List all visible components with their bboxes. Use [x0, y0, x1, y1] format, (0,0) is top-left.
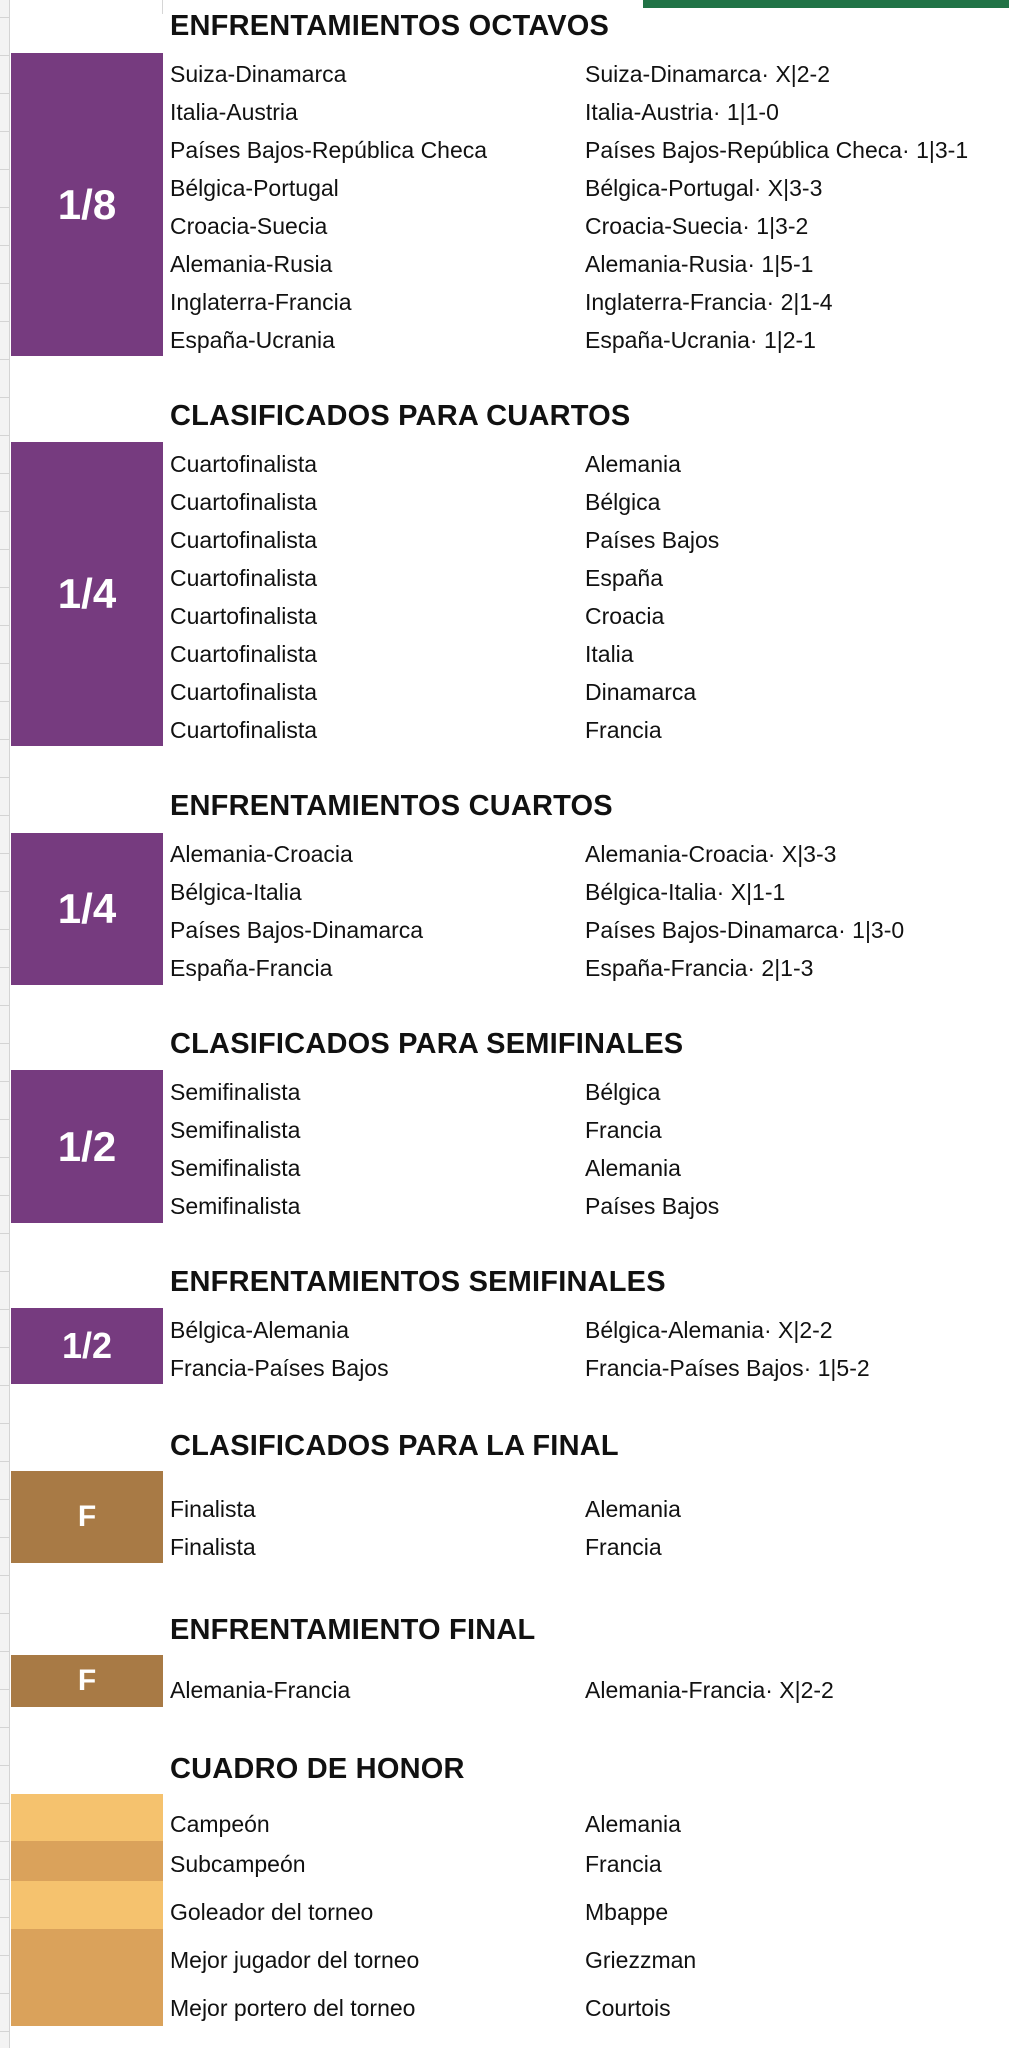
- match-cell[interactable]: Bélgica-Italia: [170, 879, 302, 905]
- team-cell[interactable]: Alemania: [585, 1155, 681, 1181]
- role-cell[interactable]: Semifinalista: [170, 1117, 301, 1143]
- result-cell[interactable]: Francia-Países Bajos· 1|5-2: [585, 1355, 870, 1381]
- honor-label[interactable]: Mejor portero del torneo: [170, 1995, 416, 2021]
- selected-column-accent: [643, 0, 1009, 8]
- role-cell[interactable]: Cuartofinalista: [170, 679, 318, 705]
- row-divider-tick: [0, 739, 9, 740]
- match-cell[interactable]: España-Francia: [170, 955, 333, 981]
- team-cell[interactable]: Francia: [585, 1117, 662, 1143]
- clas-final-badge[interactable]: F: [11, 1471, 163, 1563]
- row-divider-tick: [0, 701, 9, 702]
- result-cell[interactable]: Suiza-Dinamarca· X|2-2: [585, 61, 831, 87]
- role-cell[interactable]: Cuartofinalista: [170, 641, 318, 667]
- role-cell[interactable]: Finalista: [170, 1534, 256, 1560]
- row-divider-tick: [0, 1385, 9, 1386]
- row-divider-tick: [0, 853, 9, 854]
- role-cell[interactable]: Cuartofinalista: [170, 451, 318, 477]
- match-cell[interactable]: Inglaterra-Francia: [170, 289, 352, 315]
- match-cell[interactable]: Italia-Austria: [170, 99, 298, 125]
- team-cell[interactable]: Italia: [585, 641, 634, 667]
- match-cell[interactable]: Países Bajos-República Checa: [170, 137, 488, 163]
- match-cell[interactable]: Alemania-Francia: [170, 1677, 351, 1703]
- row-divider-tick: [0, 1537, 9, 1538]
- honor-value[interactable]: Griezzman: [585, 1947, 697, 1973]
- team-cell[interactable]: Francia: [585, 717, 662, 743]
- row-divider-tick: [0, 967, 9, 968]
- row-divider-tick: [0, 815, 9, 816]
- honor-swatch[interactable]: [11, 1841, 163, 1881]
- row-divider-tick: [0, 1043, 9, 1044]
- clas-semis-row[interactable]: [170, 1187, 1000, 1225]
- row-divider-tick: [0, 17, 9, 18]
- row-divider-tick: [0, 55, 9, 56]
- team-cell[interactable]: España: [585, 565, 664, 591]
- honor-row[interactable]: [170, 1845, 1000, 1883]
- clas-semis-row[interactable]: [170, 1073, 1000, 1111]
- clas-semis-badge[interactable]: 1/2: [11, 1070, 163, 1223]
- row-divider-tick: [0, 1309, 9, 1310]
- team-cell[interactable]: Bélgica: [585, 489, 661, 515]
- clas-cuartos-row[interactable]: [170, 559, 1000, 597]
- octavos-row[interactable]: [170, 169, 1000, 207]
- clas-final-row[interactable]: [170, 1528, 1000, 1566]
- honor-value[interactable]: Francia: [585, 1851, 662, 1877]
- row-divider-tick: [0, 1841, 9, 1842]
- octavos-row[interactable]: [170, 321, 1000, 359]
- result-cell[interactable]: Alemania-Rusia· 1|5-1: [585, 251, 814, 277]
- result-cell[interactable]: Bélgica-Alemania· X|2-2: [585, 1317, 833, 1343]
- row-divider-tick: [0, 435, 9, 436]
- clas-cuartos-title: CLASIFICADOS PARA CUARTOS: [170, 400, 631, 432]
- row-divider-tick: [0, 1575, 9, 1576]
- row-divider-tick: [0, 1613, 9, 1614]
- honor-value[interactable]: Alemania: [585, 1811, 681, 1837]
- row-divider-tick: [0, 625, 9, 626]
- clas-cuartos-row[interactable]: [170, 445, 1000, 483]
- team-cell[interactable]: Croacia: [585, 603, 665, 629]
- honor-row[interactable]: [170, 1893, 1000, 1931]
- clas-final-title: CLASIFICADOS PARA LA FINAL: [170, 1430, 619, 1462]
- row-divider-tick: [0, 1423, 9, 1424]
- octavos-row[interactable]: [170, 283, 1000, 321]
- match-cell[interactable]: España-Ucrania: [170, 327, 335, 353]
- honor-row[interactable]: [170, 1989, 1000, 2027]
- final-title: ENFRENTAMIENTO FINAL: [170, 1614, 536, 1646]
- result-cell[interactable]: España-Ucrania· 1|2-1: [585, 327, 816, 353]
- row-divider-tick: [0, 1765, 9, 1766]
- row-header-gutter[interactable]: [0, 0, 10, 2048]
- row-divider-tick: [0, 1499, 9, 1500]
- clas-cuartos-row[interactable]: [170, 483, 1000, 521]
- row-divider-tick: [0, 1993, 9, 1994]
- row-divider-tick: [0, 283, 9, 284]
- team-cell[interactable]: Países Bajos: [585, 527, 720, 553]
- row-divider-tick: [0, 397, 9, 398]
- clas-cuartos-row[interactable]: [170, 521, 1000, 559]
- row-divider-tick: [0, 359, 9, 360]
- row-divider-tick: [0, 169, 9, 170]
- honor-label[interactable]: Goleador del torneo: [170, 1899, 374, 1925]
- match-cell[interactable]: Alemania-Rusia: [170, 251, 333, 277]
- honor-label[interactable]: Campeón: [170, 1811, 270, 1837]
- result-cell[interactable]: Países Bajos-Dinamarca· 1|3-0: [585, 917, 905, 943]
- column-divider: [162, 0, 163, 14]
- row-divider-tick: [0, 1005, 9, 1006]
- honor-label[interactable]: Subcampeón: [170, 1851, 306, 1877]
- honor-value[interactable]: Mbappe: [585, 1899, 669, 1925]
- octavos-row[interactable]: [170, 55, 1000, 93]
- team-cell[interactable]: Alemania: [585, 1496, 681, 1522]
- match-cell[interactable]: Suiza-Dinamarca: [170, 61, 347, 87]
- row-divider-tick: [0, 1347, 9, 1348]
- octavos-row[interactable]: [170, 245, 1000, 283]
- clas-cuartos-row[interactable]: [170, 711, 1000, 749]
- clas-cuartos-row[interactable]: [170, 673, 1000, 711]
- match-cell[interactable]: Países Bajos-Dinamarca: [170, 917, 424, 943]
- row-divider-tick: [0, 473, 9, 474]
- role-cell[interactable]: Cuartofinalista: [170, 489, 318, 515]
- row-divider-tick: [0, 321, 9, 322]
- row-divider-tick: [0, 587, 9, 588]
- result-cell[interactable]: Croacia-Suecia· 1|3-2: [585, 213, 809, 239]
- row-divider-tick: [0, 777, 9, 778]
- match-cell[interactable]: Alemania-Croacia: [170, 841, 353, 867]
- team-cell[interactable]: Dinamarca: [585, 679, 697, 705]
- clas-cuartos-row[interactable]: [170, 597, 1000, 635]
- result-cell[interactable]: Países Bajos-República Checa· 1|3-1: [585, 137, 969, 163]
- row-divider-tick: [0, 1233, 9, 1234]
- result-cell[interactable]: Alemania-Francia· X|2-2: [585, 1677, 834, 1703]
- octavos-row[interactable]: [170, 93, 1000, 131]
- role-cell[interactable]: Cuartofinalista: [170, 565, 318, 591]
- role-cell[interactable]: Cuartofinalista: [170, 717, 318, 743]
- match-cell[interactable]: Francia-Países Bajos: [170, 1355, 389, 1381]
- row-divider-tick: [0, 245, 9, 246]
- match-cell[interactable]: Bélgica-Portugal: [170, 175, 339, 201]
- row-divider-tick: [0, 1955, 9, 1956]
- honor-row[interactable]: [170, 1941, 1000, 1979]
- team-cell[interactable]: Países Bajos: [585, 1193, 720, 1219]
- row-divider-tick: [0, 663, 9, 664]
- row-divider-tick: [0, 93, 9, 94]
- octavos-badge[interactable]: 1/8: [11, 53, 163, 356]
- result-cell[interactable]: Inglaterra-Francia· 2|1-4: [585, 289, 833, 315]
- role-cell[interactable]: Semifinalista: [170, 1193, 301, 1219]
- row-divider-tick: [0, 549, 9, 550]
- row-divider-tick: [0, 1081, 9, 1082]
- row-divider-tick: [0, 891, 9, 892]
- row-divider-tick: [0, 1879, 9, 1880]
- row-divider-tick: [0, 1119, 9, 1120]
- clas-cuartos-row[interactable]: [170, 635, 1000, 673]
- octavos-title: ENFRENTAMIENTOS OCTAVOS: [170, 10, 610, 42]
- clas-final-row[interactable]: [170, 1490, 1000, 1528]
- cuartos-row[interactable]: [170, 911, 1000, 949]
- team-cell[interactable]: Bélgica: [585, 1079, 661, 1105]
- cuartos-row[interactable]: [170, 873, 1000, 911]
- team-cell[interactable]: Francia: [585, 1534, 662, 1560]
- honor-value[interactable]: Courtois: [585, 1995, 671, 2021]
- cuartos-badge[interactable]: 1/4: [11, 833, 163, 985]
- row-divider-tick: [0, 1803, 9, 1804]
- honor-label[interactable]: Mejor jugador del torneo: [170, 1947, 420, 1973]
- row-divider-tick: [0, 1651, 9, 1652]
- role-cell[interactable]: Semifinalista: [170, 1155, 301, 1181]
- row-divider-tick: [0, 1917, 9, 1918]
- result-cell[interactable]: Italia-Austria· 1|1-0: [585, 99, 779, 125]
- row-divider-tick: [0, 2031, 9, 2032]
- result-cell[interactable]: Alemania-Croacia· X|3-3: [585, 841, 837, 867]
- row-divider-tick: [0, 1195, 9, 1196]
- role-cell[interactable]: Finalista: [170, 1496, 256, 1522]
- row-divider-tick: [0, 207, 9, 208]
- result-cell[interactable]: Bélgica-Italia· X|1-1: [585, 879, 786, 905]
- cuartos-row[interactable]: [170, 949, 1000, 987]
- semis-badge[interactable]: 1/2: [11, 1308, 163, 1384]
- honor-row[interactable]: [170, 1805, 1000, 1843]
- match-cell[interactable]: Bélgica-Alemania: [170, 1317, 349, 1343]
- result-cell[interactable]: España-Francia· 2|1-3: [585, 955, 814, 981]
- clas-cuartos-badge[interactable]: 1/4: [11, 442, 163, 746]
- final-badge[interactable]: F: [11, 1655, 163, 1707]
- cuartos-row[interactable]: [170, 835, 1000, 873]
- clas-semis-title: CLASIFICADOS PARA SEMIFINALES: [170, 1028, 684, 1060]
- row-divider-tick: [0, 511, 9, 512]
- cuartos-title: ENFRENTAMIENTOS CUARTOS: [170, 790, 613, 822]
- semis-row[interactable]: [170, 1311, 1000, 1349]
- row-divider-tick: [0, 1727, 9, 1728]
- honor-swatch[interactable]: [11, 1881, 163, 1929]
- role-cell[interactable]: Cuartofinalista: [170, 527, 318, 553]
- role-cell[interactable]: Cuartofinalista: [170, 603, 318, 629]
- team-cell[interactable]: Alemania: [585, 451, 681, 477]
- match-cell[interactable]: Croacia-Suecia: [170, 213, 328, 239]
- honor-title: CUADRO DE HONOR: [170, 1753, 465, 1785]
- clas-semis-row[interactable]: [170, 1149, 1000, 1187]
- clas-semis-row[interactable]: [170, 1111, 1000, 1149]
- honor-swatch[interactable]: [11, 1794, 163, 1841]
- octavos-row[interactable]: [170, 131, 1000, 169]
- row-divider-tick: [0, 929, 9, 930]
- role-cell[interactable]: Semifinalista: [170, 1079, 301, 1105]
- final-row[interactable]: [170, 1671, 1000, 1709]
- honor-swatch[interactable]: [11, 1929, 163, 2026]
- semis-row[interactable]: [170, 1349, 1000, 1387]
- row-divider-tick: [0, 1157, 9, 1158]
- row-divider-tick: [0, 131, 9, 132]
- row-divider-tick: [0, 1271, 9, 1272]
- row-divider-tick: [0, 1689, 9, 1690]
- row-divider-tick: [0, 1461, 9, 1462]
- octavos-row[interactable]: [170, 207, 1000, 245]
- semis-title: ENFRENTAMIENTOS SEMIFINALES: [170, 1266, 666, 1298]
- result-cell[interactable]: Bélgica-Portugal· X|3-3: [585, 175, 823, 201]
